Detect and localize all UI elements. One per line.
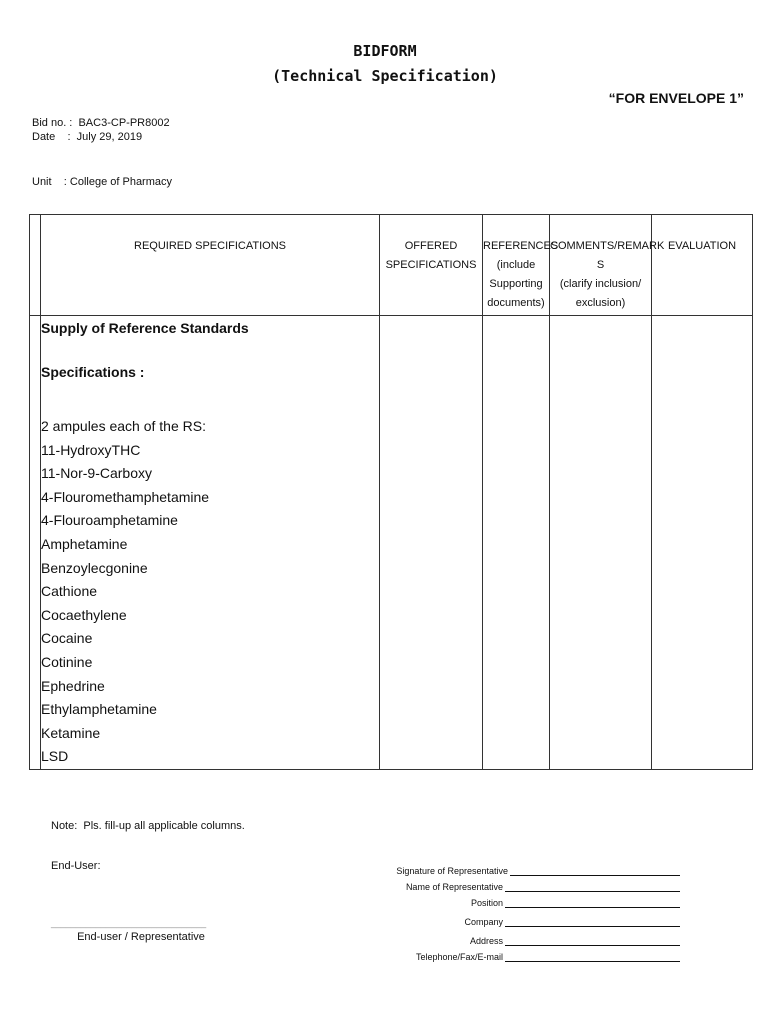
list-item: Cathione	[41, 583, 98, 600]
col-comments-line1: COMMENTS/REMARK	[550, 240, 665, 252]
evaluation-cell	[652, 316, 753, 770]
col-references-line2: (include	[496, 259, 536, 271]
name-label: Name of Representative	[405, 882, 503, 892]
signature-line	[380, 860, 680, 876]
note-text: Note: Pls. fill-up all applicable columns.	[51, 820, 245, 832]
list-item: Cotinine	[41, 653, 93, 670]
list-item: 11-Nor-9-Carboxy	[41, 465, 152, 482]
name-line	[380, 876, 680, 892]
col-evaluation-label: EVALUATION	[667, 240, 737, 252]
section-title: Supply of Reference Standards	[41, 320, 249, 336]
address-line	[380, 930, 680, 946]
list-item: Cocaine	[41, 630, 93, 647]
signature-label: Signature of Representative	[396, 866, 508, 876]
list-item: 11-HydroxyTHC	[41, 441, 141, 458]
comments-cell	[550, 316, 652, 770]
list-item: Cocaethylene	[41, 606, 127, 623]
col-offered-line2: SPECIFICATIONS	[385, 259, 477, 271]
end-user-signature-line: _______________________________	[51, 918, 207, 928]
specification-table	[29, 214, 753, 770]
document-title: BIDFORM	[353, 42, 417, 60]
col-references-line3: Supporting	[489, 278, 543, 290]
table-row	[30, 316, 753, 770]
col-comments-line3: (clarify inclusion/	[559, 278, 642, 290]
list-item: Ethylamphetamine	[41, 701, 157, 718]
col-references-line4: documents)	[487, 297, 545, 309]
col-required-label: REQUIRED SPECIFICATIONS	[134, 240, 286, 252]
reference-standards-list	[41, 415, 379, 769]
position-line	[380, 892, 680, 908]
table-header-row	[30, 215, 753, 316]
bid-number-text: Bid no. : BAC3-CP-PR8002	[32, 117, 170, 129]
col-comments-line4: exclusion)	[575, 297, 626, 309]
col-offered-line1: OFFERED	[404, 240, 458, 252]
col-comments	[550, 215, 665, 316]
address-label: Address	[469, 936, 503, 946]
col-references-line1: REFERENCES	[483, 240, 559, 252]
list-item: Ketamine	[41, 724, 101, 741]
position-label: Position	[470, 898, 503, 908]
offered-spec-cell	[380, 316, 483, 770]
bid-date-text: Date : July 29, 2019	[32, 131, 143, 143]
col-required-specifications	[41, 215, 380, 316]
list-item: LSD	[41, 748, 69, 765]
end-user-label: End-User:	[51, 860, 101, 872]
company-line	[380, 911, 680, 927]
required-spec-cell	[41, 316, 380, 770]
telephone-line	[380, 946, 680, 962]
blank-margin-cell	[30, 316, 41, 770]
representative-signature-block	[380, 860, 680, 962]
document-subtitle: (Technical Specification)	[272, 67, 498, 85]
company-label: Company	[464, 917, 503, 927]
unit-text: Unit : College of Pharmacy	[32, 176, 173, 188]
telephone-label: Telephone/Fax/E-mail	[415, 952, 503, 962]
list-item: Ephedrine	[41, 677, 105, 694]
list-item: 4-Flouroamphetamine	[41, 512, 178, 529]
blank-margin-cell	[30, 215, 41, 316]
list-item: Benzoylecgonine	[41, 559, 148, 576]
list-item: Amphetamine	[41, 535, 128, 552]
list-item: 4-Flouromethamphetamine	[41, 488, 210, 505]
col-evaluation	[652, 215, 753, 316]
col-comments-line2: S	[596, 259, 605, 271]
col-references	[483, 215, 559, 316]
col-offered-specifications	[380, 215, 483, 316]
end-user-representative-label: End-user / Representative	[77, 931, 205, 943]
bid-number	[32, 116, 170, 144]
list-intro: 2 ampules each of the RS:	[41, 418, 206, 434]
specifications-label: Specifications :	[41, 364, 145, 380]
references-cell	[483, 316, 550, 770]
envelope-label: “FOR ENVELOPE 1”	[608, 90, 744, 106]
